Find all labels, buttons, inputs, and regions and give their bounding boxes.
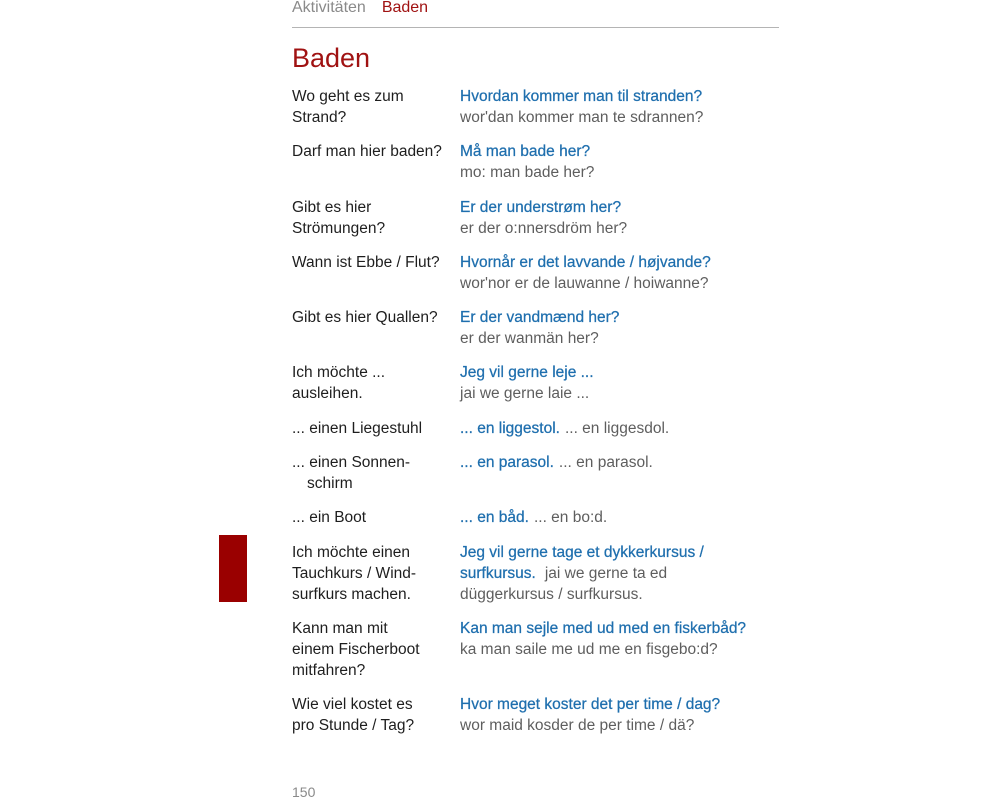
german-phrase <box>292 252 460 294</box>
danish-translation <box>460 86 779 128</box>
phrase-list <box>292 86 779 750</box>
danish-phrase: Jeg vil gerne tage et dykkerkursus / <box>460 543 704 561</box>
phrase-row <box>292 507 779 528</box>
danish-phrase: Jeg vil gerne leje ... <box>460 364 594 382</box>
german-line: Ich möchte einen <box>292 543 411 561</box>
german-phrase <box>292 507 460 528</box>
german-phrase <box>292 452 460 494</box>
german-line: surfkurs machen. <box>292 585 411 603</box>
phrase-row <box>292 307 779 349</box>
danish-phrase: Hvor meget koster det per time / dag? <box>460 696 721 714</box>
german-line: Wann ist Ebbe / Flut? <box>292 253 440 271</box>
german-phrase <box>292 362 460 404</box>
pronunciation: ... en bo:d. <box>533 509 608 527</box>
danish-translation <box>460 452 779 494</box>
german-phrase <box>292 694 460 736</box>
danish-phrase: Hvordan kommer man til stranden? <box>460 88 703 105</box>
phrase-row <box>292 141 779 183</box>
phrase-row <box>292 694 779 736</box>
german-phrase <box>292 618 460 681</box>
danish-phrase: Må man bade her? <box>460 143 591 161</box>
translation-line <box>460 507 779 528</box>
pronunciation: ... en parasol. <box>558 454 653 472</box>
german-line: ... einen Liegestuhl <box>292 419 423 437</box>
danish-phrase: ... en parasol. <box>460 454 554 472</box>
phrase-row <box>292 418 779 439</box>
german-line: Wo geht es zum <box>292 88 404 105</box>
phrase-row <box>292 542 779 605</box>
header-rule <box>292 27 779 28</box>
danish-phrase: Er der vandmænd her? <box>460 309 620 327</box>
phrase-row <box>292 252 779 294</box>
translation-line <box>460 563 779 584</box>
running-head-section: Aktivitäten <box>292 0 366 16</box>
german-line: Wie viel kostet es <box>292 696 413 714</box>
danish-translation <box>460 141 779 183</box>
german-phrase <box>292 197 460 239</box>
pronunciation: wor maid kosder de per time / dä? <box>460 717 695 735</box>
danish-translation <box>460 694 779 736</box>
running-head-topic: Baden <box>381 0 429 16</box>
pronunciation: jai we gerne ta ed <box>544 564 668 582</box>
pronunciation: wor'dan kommer man te sdrannen? <box>460 109 704 126</box>
german-line: pro Stunde / Tag? <box>292 717 415 735</box>
danish-translation <box>460 618 779 681</box>
german-phrase <box>292 418 460 439</box>
german-line: Darf man hier baden? <box>292 143 442 161</box>
phrase-row <box>292 86 779 128</box>
german-phrase <box>292 307 460 349</box>
danish-translation <box>460 197 779 239</box>
german-line: Strömungen? <box>292 219 386 237</box>
german-line: Strand? <box>292 109 347 126</box>
pronunciation: ... en liggesdol. <box>564 419 670 437</box>
pronunciation: mo: man bade her? <box>460 164 595 182</box>
danish-phrase: Er der understrøm her? <box>460 198 622 216</box>
danish-phrase: Kan man sejle med ud med en fiskerbåd? <box>460 619 747 637</box>
pronunciation: düggerkursus / surfkursus. <box>460 585 643 603</box>
danish-translation <box>460 362 779 404</box>
pronunciation: wor'nor er de lauwanne / hoiwanne? <box>460 274 709 292</box>
danish-translation <box>460 418 779 439</box>
pronunciation: ka man saile me ud me en fisgebo:d? <box>460 640 718 658</box>
german-phrase <box>292 542 460 605</box>
german-line: einem Fischerboot <box>292 640 420 658</box>
german-line: Gibt es hier <box>292 198 372 216</box>
pronunciation: er der wanmän her? <box>460 330 599 348</box>
danish-translation <box>460 307 779 349</box>
german-line: ausleihen. <box>292 385 363 403</box>
danish-phrase: ... en båd. <box>460 509 529 527</box>
german-line: Ich möchte ... <box>292 364 386 382</box>
german-line: Tauchkurs / Wind- <box>292 564 417 582</box>
german-line: ... ein Boot <box>292 509 367 527</box>
chapter-tab-marker <box>219 535 247 602</box>
german-line: ... einen Sonnen- <box>292 454 411 472</box>
phrase-row <box>292 452 779 494</box>
danish-translation <box>460 252 779 294</box>
page-number: 150 <box>292 784 316 800</box>
running-head <box>292 0 428 18</box>
german-line: schirm <box>307 475 353 493</box>
danish-phrase: ... en liggestol. <box>460 419 560 437</box>
danish-phrase: surfkursus. <box>460 564 536 582</box>
pronunciation: er der o:nnersdröm her? <box>460 219 628 237</box>
phrase-row <box>292 197 779 239</box>
german-line: mitfahren? <box>292 661 366 679</box>
danish-translation <box>460 507 779 528</box>
danish-translation <box>460 542 779 605</box>
translation-line <box>460 452 779 473</box>
translation-line <box>460 418 779 439</box>
german-line: Kann man mit <box>292 619 388 637</box>
page-title: Baden <box>292 43 371 73</box>
german-line: Gibt es hier Quallen? <box>292 309 438 327</box>
pronunciation: jai we gerne laie ... <box>460 385 590 403</box>
phrase-row <box>292 362 779 404</box>
german-phrase <box>292 86 460 128</box>
danish-phrase: Hvornår er det lavvande / højvande? <box>460 253 711 271</box>
german-phrase <box>292 141 460 183</box>
phrase-row <box>292 618 779 681</box>
